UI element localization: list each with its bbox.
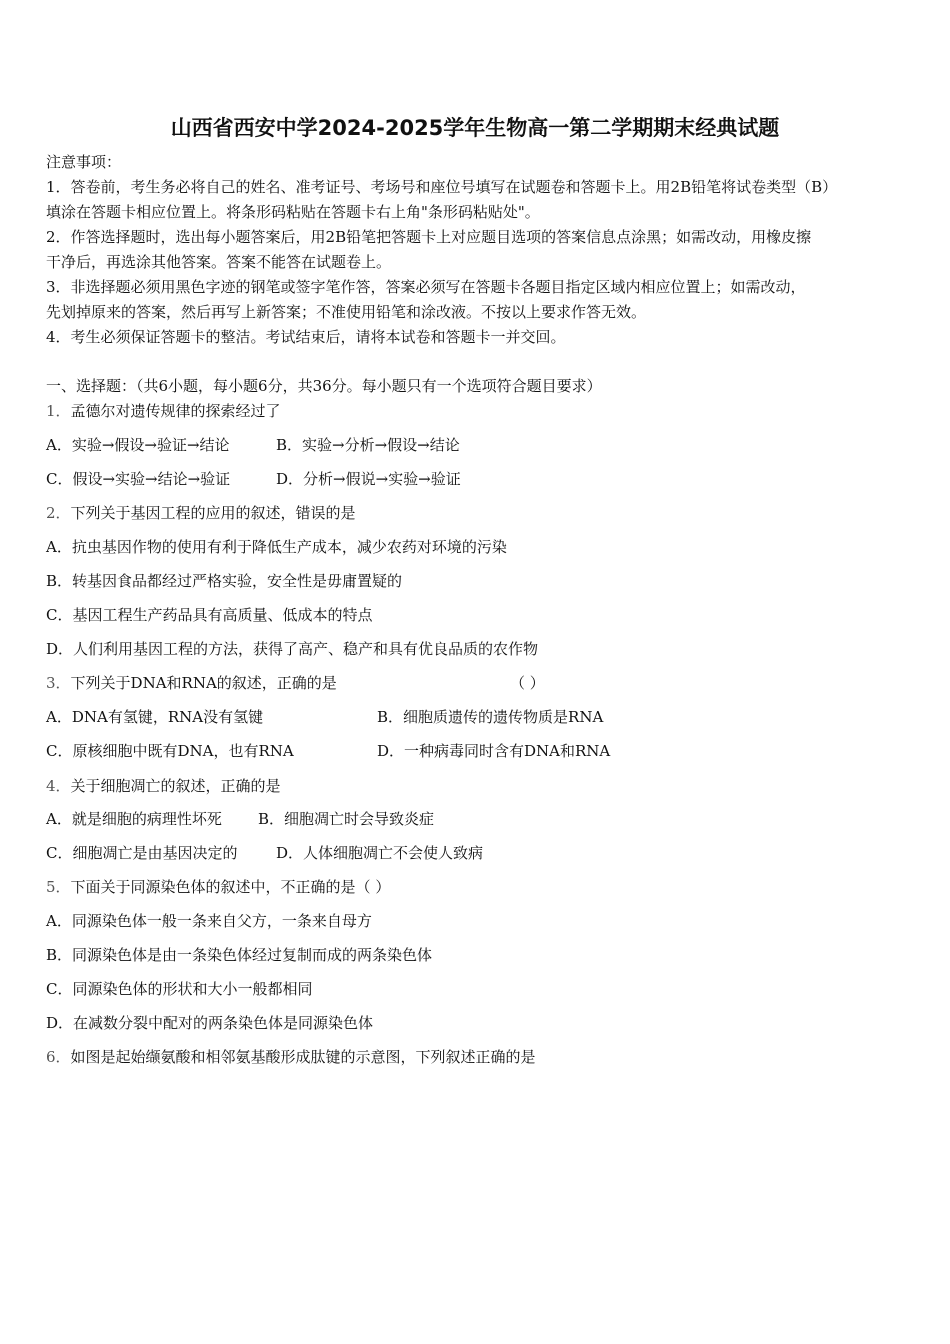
notice-heading: 注意事项： — [46, 153, 122, 171]
question-number: 6． — [46, 1048, 71, 1066]
question-1-option-a: A．实验→假设→验证→结论 — [46, 436, 230, 454]
notice-item-1-line-2: 填涂在答题卡相应位置上。将条形码粘贴在答题卡右上角"条形码粘贴处"。 — [46, 203, 540, 221]
question-2-option-b: B．转基因食品都经过严格实验，安全性是毋庸置疑的 — [46, 572, 403, 590]
question-2-option-c: C．基因工程生产药品具有高质量、低成本的特点 — [46, 606, 373, 624]
exam-title: 山西省西安中学2024-2025学年生物高一第二学期期末经典试题 — [170, 116, 780, 140]
notice-item-3-line-2: 先划掉原来的答案，然后再写上新答案；不准使用铅笔和涂改液。不按以上要求作答无效。 — [46, 303, 647, 321]
question-number: 1． — [46, 402, 71, 420]
question-number: 5． — [46, 878, 71, 896]
section-heading: 一、选择题：（共6小题，每小题6分，共36分。每小题只有一个选项符合题目要求） — [46, 377, 602, 395]
question-2-stem — [46, 503, 356, 523]
question-5-stem — [46, 877, 390, 897]
question-4-option-d: D．人体细胞凋亡不会使人致病 — [276, 844, 484, 862]
question-3-option-c: C．原核细胞中既有DNA，也有RNA — [46, 742, 294, 760]
notice-item-3-line-1: 3．非选择题必须用黑色字迹的钢笔或签字笔作答，答案必须写在答题卡各题目指定区域内相应位置上；如需改动， — [46, 278, 806, 296]
question-3-option-a: A．DNA有氢键，RNA没有氢键 — [46, 708, 264, 726]
question-3-option-b: B．细胞质遗传的遗传物质是RNA — [377, 708, 604, 726]
question-number: 4． — [46, 777, 71, 795]
question-number: 2． — [46, 504, 71, 522]
question-1-option-c: C．假设→实验→结论→验证 — [46, 470, 231, 488]
notice-item-4-line-1: 4．考生必须保证答题卡的整洁。考试结束后，请将本试卷和答题卡一并交回。 — [46, 328, 566, 346]
question-5-option-a: A．同源染色体一般一条来自父方，一条来自母方 — [46, 912, 372, 930]
question-3-answer-blank: （ ） — [510, 674, 545, 692]
notice-item-2-line-2: 干净后，再选涂其他答案。答案不能答在试题卷上。 — [46, 253, 392, 271]
question-text: 下面关于同源染色体的叙述中，不正确的是（ ） — [70, 878, 391, 896]
question-5-option-b: B．同源染色体是由一条染色体经过复制而成的两条染色体 — [46, 946, 433, 964]
question-5-option-d: D．在减数分裂中配对的两条染色体是同源染色体 — [46, 1014, 374, 1032]
notice-item-2-line-1: 2．作答选择题时，选出每小题答案后，用2B铅笔把答题卡上对应题目选项的答案信息点涂黑；如需改动，用橡皮擦 — [46, 228, 812, 246]
question-text: 下列关于DNA和RNA的叙述，正确的是 — [70, 674, 337, 692]
question-1-option-b: B．实验→分析→假设→结论 — [276, 436, 460, 454]
question-text: 关于细胞凋亡的叙述，正确的是 — [70, 777, 281, 795]
question-5-option-c: C．同源染色体的形状和大小一般都相同 — [46, 980, 313, 998]
question-4-stem — [46, 776, 281, 796]
notice-item-1-line-1: 1．答卷前，考生务必将自己的姓名、准考证号、考场号和座位号填写在试题卷和答题卡上。用2B铅笔将试卷类型（B） — [46, 178, 838, 196]
question-3-stem — [46, 673, 337, 693]
question-text: 下列关于基因工程的应用的叙述，错误的是 — [70, 504, 356, 522]
question-2-option-a: A．抗虫基因作物的使用有利于降低生产成本，减少农药对环境的污染 — [46, 538, 507, 556]
question-1-option-d: D．分析→假说→实验→验证 — [276, 470, 461, 488]
question-2-option-d: D．人们利用基因工程的方法，获得了高产、稳产和具有优良品质的农作物 — [46, 640, 539, 658]
question-3-option-d: D．一种病毒同时含有DNA和RNA — [377, 742, 611, 760]
question-4-option-a: A．就是细胞的病理性坏死 — [46, 810, 222, 828]
question-6-stem — [46, 1047, 536, 1067]
question-number: 3． — [46, 674, 71, 692]
question-4-option-b: B．细胞凋亡时会导致炎症 — [258, 810, 435, 828]
question-text: 孟德尔对遗传规律的探索经过了 — [70, 402, 281, 420]
question-4-option-c: C．细胞凋亡是由基因决定的 — [46, 844, 238, 862]
question-1-stem — [46, 401, 281, 421]
question-text: 如图是起始缬氨酸和相邻氨基酸形成肽键的示意图，下列叙述正确的是 — [70, 1048, 536, 1066]
